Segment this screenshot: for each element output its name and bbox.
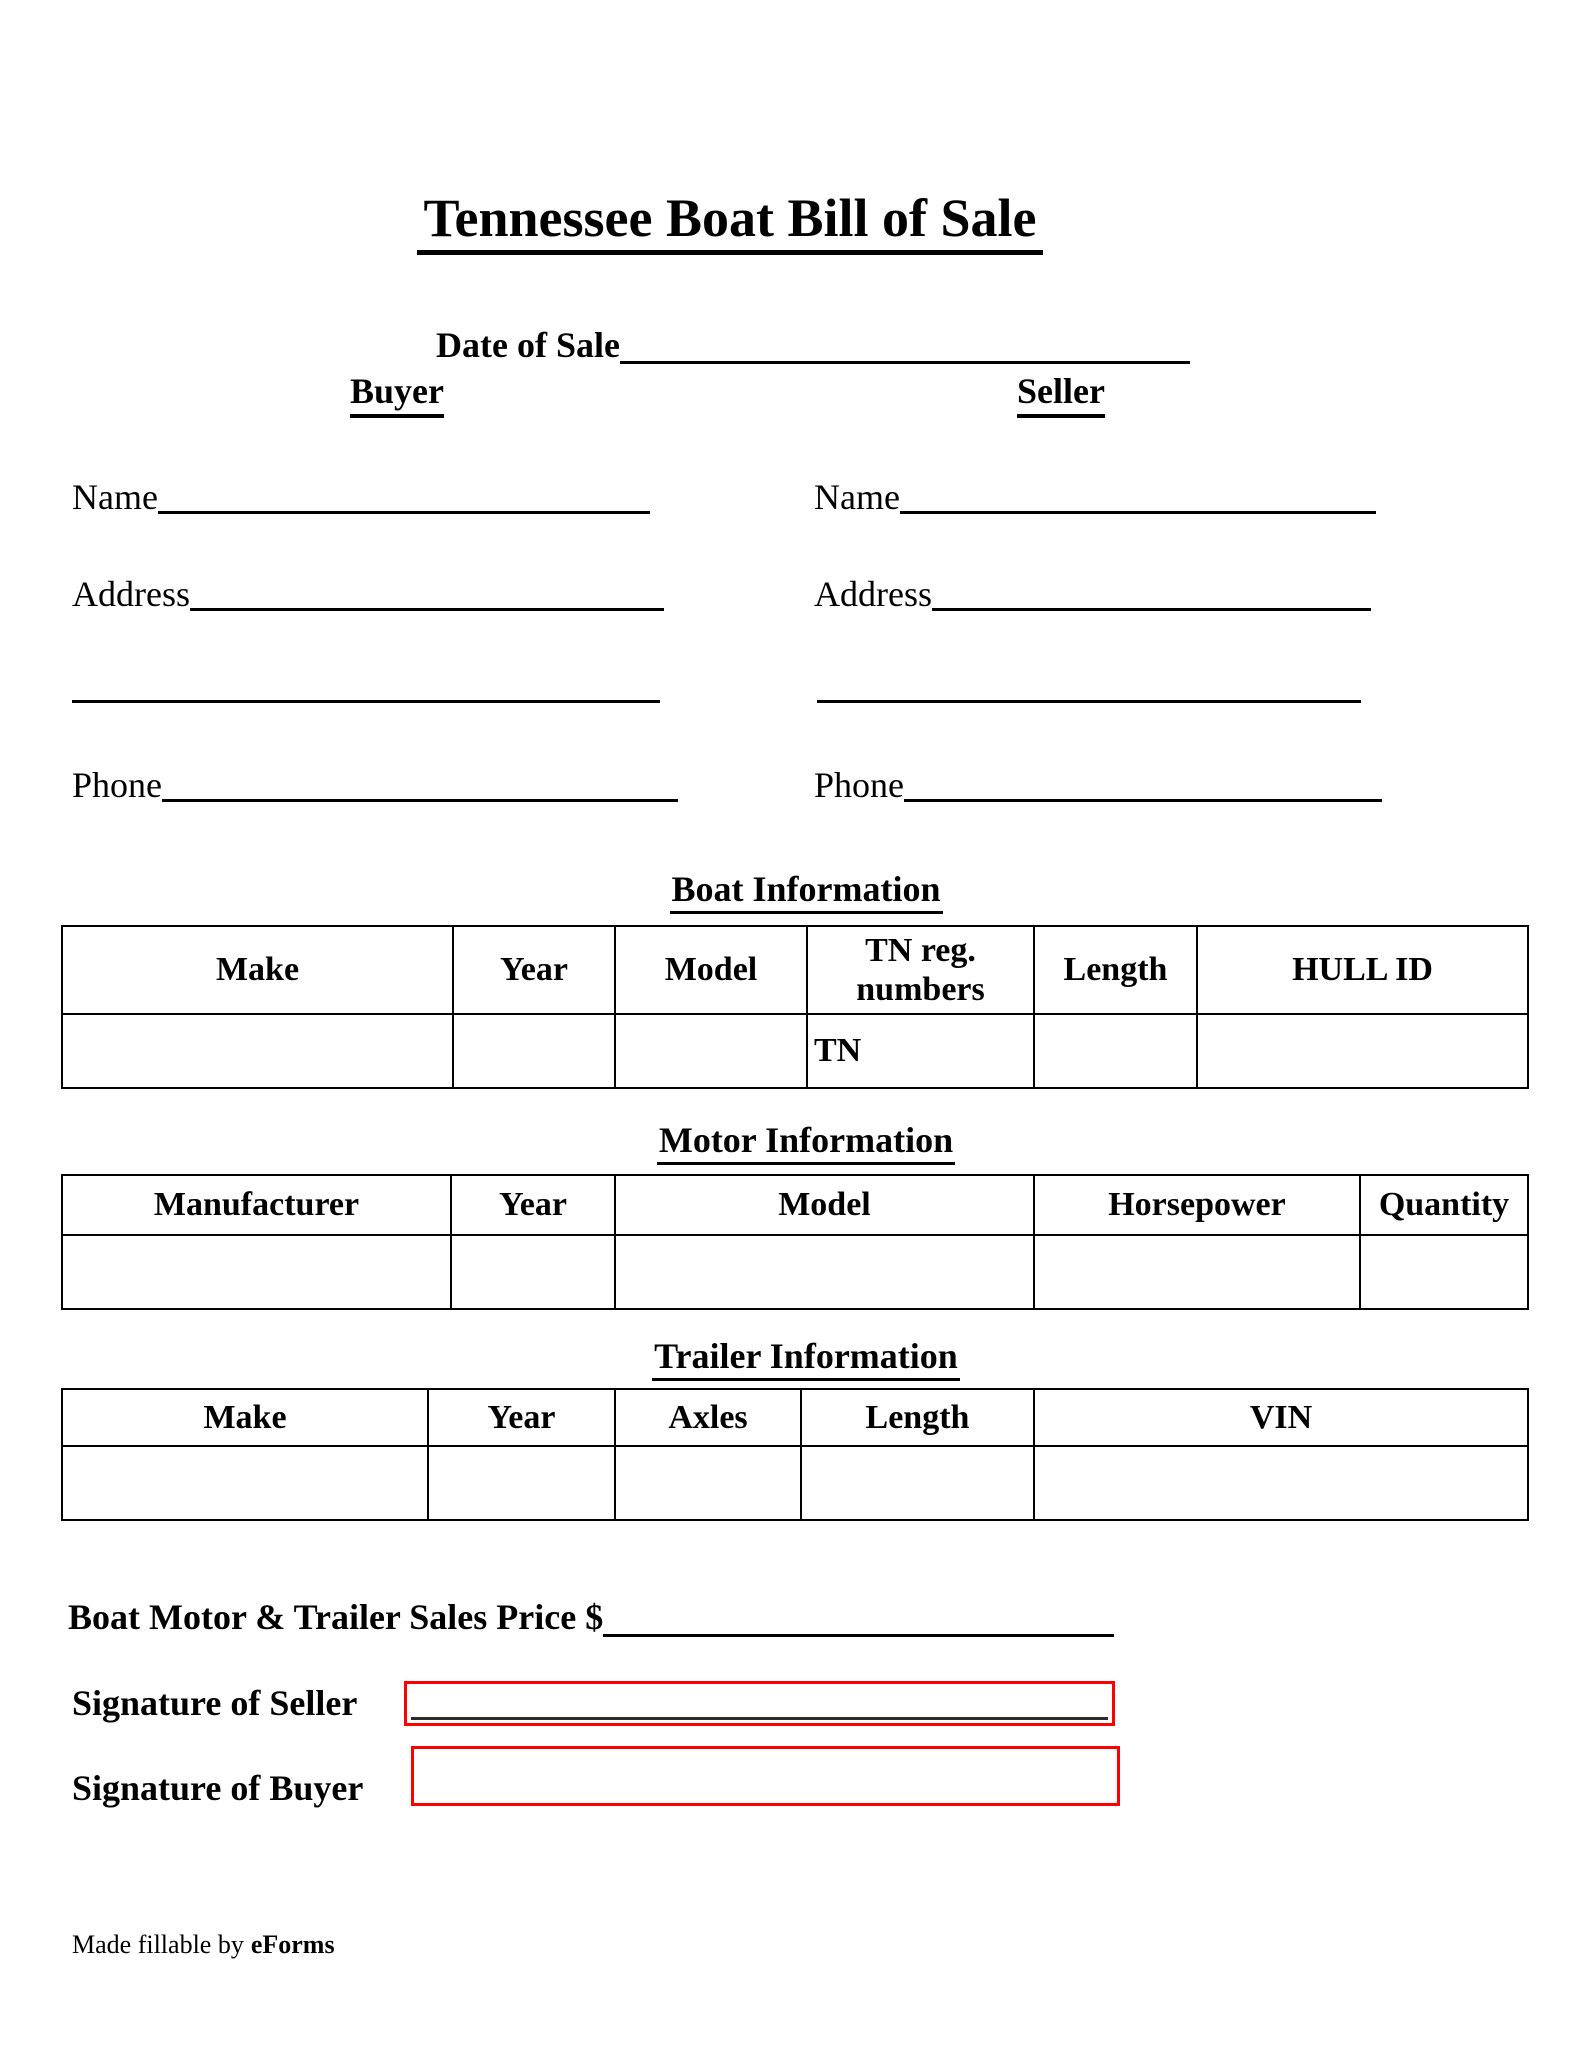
seller-phone-label: Phone	[814, 765, 904, 805]
trailer-section-title: Trailer Information	[652, 1338, 960, 1381]
seller-address2-line	[817, 700, 1361, 703]
buyer-address-row	[72, 573, 664, 615]
signature-buyer-field[interactable]	[411, 1746, 1120, 1806]
footer	[72, 1929, 335, 1960]
boat-header-hull-id: HULL ID	[1197, 926, 1528, 1014]
buyer-phone-label: Phone	[72, 765, 162, 805]
motor-header-quantity: Quantity	[1360, 1175, 1528, 1235]
boat-header-length: Length	[1034, 926, 1197, 1014]
buyer-address2-line	[72, 700, 660, 703]
buyer-name-label: Name	[72, 477, 158, 517]
trailer-length-cell[interactable]	[801, 1446, 1034, 1520]
trailer-make-cell[interactable]	[62, 1446, 428, 1520]
motor-horsepower-cell[interactable]	[1034, 1235, 1360, 1309]
trailer-header-length: Length	[801, 1389, 1034, 1446]
boat-tn-reg-cell[interactable]: TN	[807, 1014, 1034, 1088]
motor-header-model: Model	[615, 1175, 1034, 1235]
seller-address-row	[814, 573, 1371, 615]
motor-section-heading-wrap	[61, 1122, 1551, 1165]
motor-quantity-cell[interactable]	[1360, 1235, 1528, 1309]
motor-header-horsepower: Horsepower	[1034, 1175, 1360, 1235]
boat-model-cell[interactable]	[615, 1014, 807, 1088]
boat-header-make: Make	[62, 926, 453, 1014]
motor-header-manufacturer: Manufacturer	[62, 1175, 451, 1235]
date-of-sale-line	[620, 322, 1190, 364]
trailer-header-row	[62, 1389, 1528, 1446]
motor-data-row	[62, 1235, 1528, 1309]
trailer-year-cell[interactable]	[428, 1446, 615, 1520]
buyer-phone-row	[72, 764, 678, 806]
page-title: Tennessee Boat Bill of Sale	[417, 190, 1042, 255]
seller-address-line	[932, 573, 1371, 611]
trailer-vin-cell[interactable]	[1034, 1446, 1528, 1520]
title-wrap	[300, 190, 1160, 255]
motor-year-cell[interactable]	[451, 1235, 615, 1309]
trailer-info-table	[61, 1388, 1529, 1521]
boat-header-model: Model	[615, 926, 807, 1014]
boat-hull-id-cell[interactable]	[1197, 1014, 1528, 1088]
buyer-address-line	[190, 573, 664, 611]
boat-make-cell[interactable]	[62, 1014, 453, 1088]
boat-data-row	[62, 1014, 1528, 1088]
trailer-axles-cell[interactable]	[615, 1446, 801, 1520]
trailer-data-row	[62, 1446, 1528, 1520]
buyer-name-line	[158, 476, 650, 514]
seller-name-label: Name	[814, 477, 900, 517]
signature-seller-label: Signature of Seller	[72, 1683, 358, 1723]
signature-seller-line	[411, 1717, 1108, 1720]
signature-buyer-label: Signature of Buyer	[72, 1768, 364, 1808]
motor-section-title: Motor Information	[657, 1122, 955, 1165]
footer-brand: eForms	[250, 1930, 335, 1959]
seller-phone-row	[814, 764, 1382, 806]
trailer-header-vin: VIN	[1034, 1389, 1528, 1446]
seller-name-line	[900, 476, 1376, 514]
seller-phone-line	[904, 764, 1382, 802]
motor-info-table	[61, 1174, 1529, 1310]
motor-model-cell[interactable]	[615, 1235, 1034, 1309]
motor-manufacturer-cell[interactable]	[62, 1235, 451, 1309]
footer-prefix: Made fillable by	[72, 1930, 244, 1959]
date-of-sale-label: Date of Sale	[436, 325, 620, 365]
trailer-header-axles: Axles	[615, 1389, 801, 1446]
sales-price-label: Boat Motor & Trailer Sales Price $	[68, 1597, 604, 1637]
boat-section-heading-wrap	[61, 871, 1551, 914]
buyer-heading: Buyer	[350, 372, 444, 418]
trailer-header-make: Make	[62, 1389, 428, 1446]
buyer-name-row	[72, 476, 650, 518]
trailer-section-heading-wrap	[61, 1338, 1551, 1381]
sales-price-row	[68, 1593, 1114, 1641]
motor-header-row	[62, 1175, 1528, 1235]
trailer-header-year: Year	[428, 1389, 615, 1446]
boat-header-tn-reg: TN reg. numbers	[807, 926, 1034, 1014]
buyer-address-label: Address	[72, 574, 190, 614]
boat-section-title: Boat Information	[670, 871, 943, 914]
boat-header-year: Year	[453, 926, 615, 1014]
signature-seller-field[interactable]	[404, 1681, 1115, 1726]
boat-info-table	[61, 925, 1529, 1089]
buyer-phone-line	[162, 764, 678, 802]
motor-header-year: Year	[451, 1175, 615, 1235]
boat-year-cell[interactable]	[453, 1014, 615, 1088]
boat-length-cell[interactable]	[1034, 1014, 1197, 1088]
date-of-sale-row	[436, 322, 1190, 368]
seller-address-label: Address	[814, 574, 932, 614]
seller-heading: Seller	[1017, 372, 1105, 418]
sales-price-line	[603, 1593, 1114, 1637]
seller-name-row	[814, 476, 1376, 518]
boat-header-row	[62, 926, 1528, 1014]
